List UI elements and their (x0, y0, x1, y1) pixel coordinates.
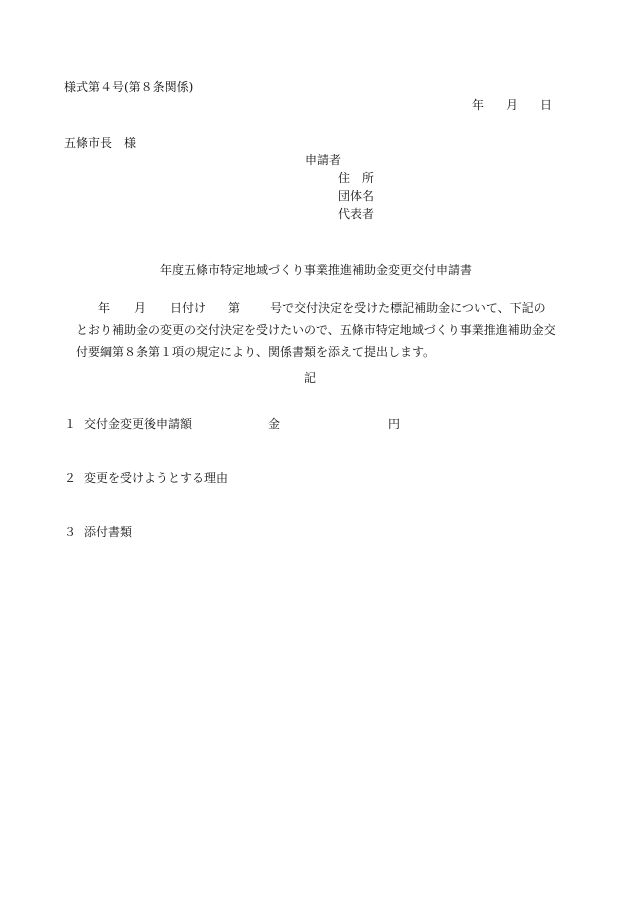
item-label: 交付金変更後申請額 (84, 417, 193, 431)
item-label: 添付書類 (84, 525, 133, 539)
amount-kin-label: 金 (268, 417, 281, 431)
body-year-label: 年 (98, 301, 111, 315)
addressee: 五條市長 様 (64, 136, 137, 150)
item-number: １ (64, 417, 77, 431)
amount-en-label: 円 (388, 417, 401, 431)
item-1 (64, 418, 192, 430)
date-month-label: 月 (506, 98, 519, 112)
item-number: ３ (64, 525, 77, 539)
item-label: 変更を受けようとする理由 (84, 471, 229, 485)
submission-date (472, 99, 552, 111)
item-3 (64, 526, 132, 538)
body-month-label: 月 (134, 301, 147, 315)
ki-heading: 記 (304, 371, 317, 385)
body-paragraph (64, 297, 564, 363)
body-line-1-text: 号で交付決定を受けた標記補助金について、下記の (270, 301, 546, 315)
date-year-label: 年 (472, 98, 485, 112)
body-number-prefix: 第 (228, 301, 241, 315)
applicant-group-name-label: 団体名 (338, 189, 375, 203)
applicant-address-label: 住 所 (338, 171, 375, 185)
body-dated-label: 日付け (170, 301, 207, 315)
body-line-2: とおり補助金の変更の交付決定を受けたいので、五條市特定地域づくり事業推進補助金交 (76, 323, 556, 337)
body-line-1 (64, 297, 564, 319)
applicant-label: 申請者 (305, 153, 342, 167)
item-number: ２ (64, 471, 77, 485)
form-number: 様式第４号(第８条関係) (64, 80, 194, 94)
item-2 (64, 472, 228, 484)
document-title: 年度五條市特定地域づくり事業推進補助金変更交付申請書 (160, 263, 473, 277)
date-day-label: 日 (540, 98, 553, 112)
body-line-3: 付要綱第８条第１項の規定により、関係書類を添えて提出します。 (76, 345, 436, 359)
applicant-representative-label: 代表者 (338, 207, 375, 221)
